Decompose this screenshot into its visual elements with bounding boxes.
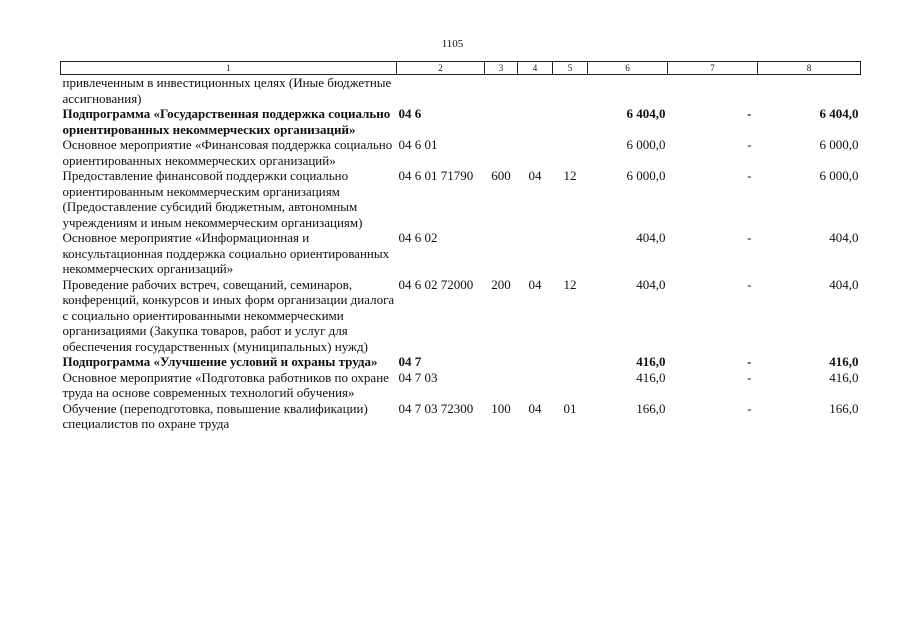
- row-col6-amount: 6 000,0: [626, 168, 666, 183]
- row-col4: [518, 370, 553, 401]
- row-col3: [485, 75, 518, 107]
- row-col6-amount: 6 404,0: [626, 106, 666, 121]
- table-row: [61, 354, 861, 370]
- budget-table: [60, 61, 861, 432]
- row-col5: 12: [563, 168, 577, 183]
- header-cell: 4: [518, 62, 553, 75]
- row-col6-amount: [588, 75, 668, 107]
- row-col7: -: [747, 369, 752, 385]
- row-col8-amount: [758, 75, 861, 107]
- row-col8-amount: 6 000,0: [819, 137, 859, 152]
- row-name: Предоставление финансовой поддержки социально ориентированным некоммерческим организациям (Предоставление субсидий бюджетным, автономным учреждениям и иным некоммерческим организациям): [62, 168, 363, 230]
- row-code: 04 6: [398, 106, 422, 121]
- header-cell: 7: [668, 62, 758, 75]
- row-col3: 200: [491, 276, 511, 292]
- row-code: 04 7 03 72300: [398, 400, 474, 416]
- row-col7: -: [747, 354, 752, 369]
- row-col6-amount: 416,0: [636, 369, 666, 385]
- row-name: Подпрограмма «Улучшение условий и охраны труда»: [62, 354, 378, 369]
- row-col6-amount: 404,0: [636, 230, 666, 245]
- row-code: 04 6 01: [398, 137, 438, 152]
- table-row: [61, 137, 861, 168]
- row-code: 04 6 01 71790: [398, 168, 474, 183]
- row-code: 04 6 02 72000: [398, 276, 474, 292]
- row-col4: [518, 230, 553, 277]
- row-col4: [518, 75, 553, 107]
- row-col4: [518, 106, 553, 137]
- row-col6-amount: 6 000,0: [626, 137, 666, 152]
- row-name: Основное мероприятие «Подготовка работников по охране труда на основе современных технологий обучения»: [62, 369, 389, 400]
- table-row: [61, 75, 861, 107]
- header-cell: 2: [397, 62, 485, 75]
- row-name: Основное мероприятие «Информационная и консультационная поддержка социально ориентированных некоммерческих организаций»: [62, 230, 390, 276]
- row-col5: [553, 354, 588, 370]
- row-col7: -: [747, 276, 752, 292]
- row-name: Проведение рабочих встреч, совещаний, семинаров, конференций, конкурсов и иных форм организации диалога с социально ориентированными некоммерческими организациями (Закупка товаров, работ и услуг для обеспечения государственных (муниципальных) нужд): [62, 276, 395, 354]
- row-name: Основное мероприятие «Финансовая поддержка социально ориентированных некоммерческих организаций»: [62, 137, 393, 168]
- row-col6-amount: 404,0: [636, 276, 666, 292]
- row-name: Обучение (переподготовка, повышение квалификации) специалистов по охране труда: [62, 400, 368, 431]
- row-col5: 12: [563, 276, 577, 292]
- row-col7: -: [747, 230, 752, 245]
- row-col6-amount: 416,0: [636, 354, 666, 369]
- row-col6-amount: 166,0: [636, 400, 666, 416]
- header-cell: 6: [588, 62, 668, 75]
- row-col8-amount: 6 404,0: [819, 106, 859, 121]
- row-col4: [518, 354, 553, 370]
- row-col8-amount: 404,0: [829, 276, 859, 292]
- row-col5: [553, 106, 588, 137]
- row-col5: 01: [563, 400, 577, 416]
- row-col5: [553, 370, 588, 401]
- row-col4: [518, 137, 553, 168]
- row-col5: [553, 137, 588, 168]
- row-col7: -: [747, 106, 752, 121]
- row-col4: 04: [528, 276, 542, 292]
- row-col5: [553, 230, 588, 277]
- row-col5: [553, 75, 588, 107]
- row-code: [397, 75, 485, 107]
- row-col8-amount: 416,0: [829, 354, 859, 369]
- row-col7: [668, 75, 758, 107]
- table-header-row: [61, 62, 861, 75]
- row-col4: 04: [528, 168, 542, 183]
- table-row: [61, 277, 861, 355]
- header-cell: 1: [61, 62, 397, 75]
- row-col4: 04: [528, 400, 542, 416]
- row-code: 04 7 03: [398, 369, 438, 385]
- row-col3: [485, 354, 518, 370]
- row-col3: [485, 106, 518, 137]
- row-name: Подпрограмма «Государственная поддержка социально ориентированных некоммерческих организаций»: [62, 106, 391, 137]
- row-col3: 600: [491, 168, 511, 183]
- row-name: привлеченным в инвестиционных целях (Иные бюджетные ассигнования): [62, 75, 392, 106]
- row-col8-amount: 166,0: [829, 400, 859, 416]
- table-row: [61, 230, 861, 277]
- row-col3: 100: [491, 400, 511, 416]
- row-col7: -: [747, 400, 752, 416]
- row-code: 04 7: [398, 354, 422, 369]
- row-col3: [485, 137, 518, 168]
- header-cell: 5: [553, 62, 588, 75]
- table-row: [61, 401, 861, 432]
- header-cell: 8: [758, 62, 861, 75]
- row-col3: [485, 230, 518, 277]
- row-col3: [485, 370, 518, 401]
- table-row: [61, 168, 861, 230]
- row-col8-amount: 404,0: [829, 230, 859, 245]
- table-row: [61, 106, 861, 137]
- row-col8-amount: 6 000,0: [819, 168, 859, 183]
- row-col7: -: [747, 168, 752, 183]
- row-code: 04 6 02: [398, 230, 438, 245]
- row-col8-amount: 416,0: [829, 369, 859, 385]
- page-number: 1105: [441, 38, 464, 50]
- table-row: [61, 370, 861, 401]
- header-cell: 3: [485, 62, 518, 75]
- row-col7: -: [747, 137, 752, 152]
